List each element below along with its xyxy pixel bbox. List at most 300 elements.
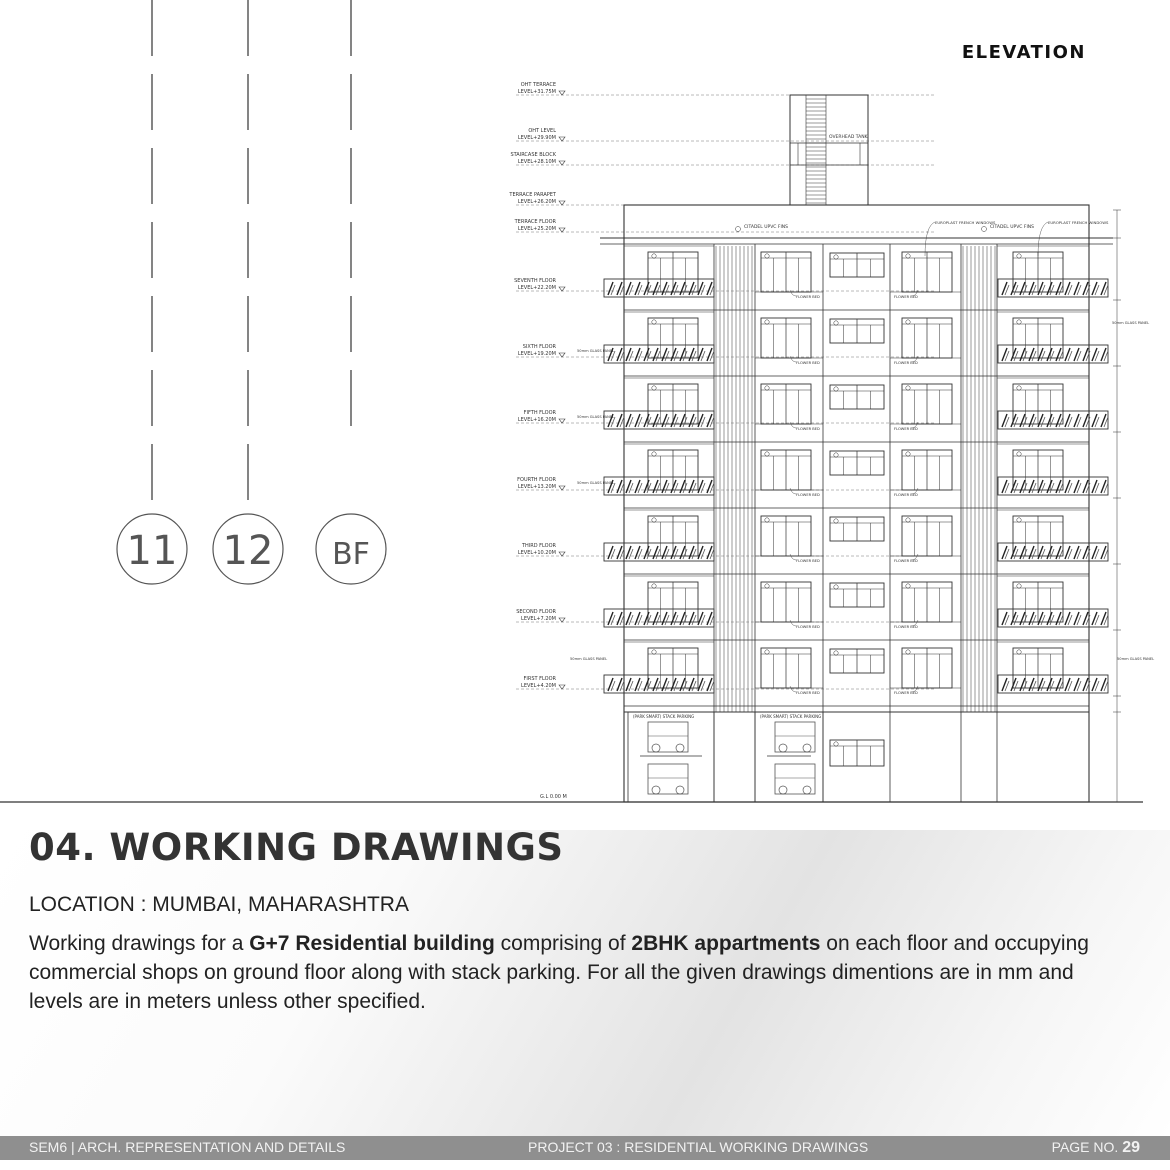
flower-bed-label: FLOWER BED [796, 625, 820, 629]
french-windows-leader [925, 222, 935, 256]
french-window [648, 450, 698, 490]
railing-hatch [1029, 612, 1034, 625]
ground-level-label: G.L 0.00 M [540, 794, 567, 800]
parking-car [775, 722, 815, 752]
french-window [830, 451, 884, 475]
grid-marker-label: 11 [126, 528, 178, 574]
parking-car-wheel [676, 744, 684, 752]
level-marker [510, 152, 935, 165]
parking-label: (PARK SMART) STACK PARKING [633, 714, 695, 719]
balcony-railing [998, 477, 1108, 495]
french-window [648, 648, 698, 688]
grid-markers [117, 514, 386, 584]
railing-hatch [1002, 612, 1007, 625]
railing-hatch [1083, 546, 1088, 559]
railing-hatch [689, 612, 694, 625]
railing-hatch [1038, 480, 1043, 493]
glass-panel-label: 50mm GLASS PANEL [1117, 657, 1155, 661]
railing-hatch [1047, 282, 1052, 295]
railing-hatch [1047, 546, 1052, 559]
railing-hatch [1101, 480, 1106, 493]
level-value: LEVEL+29.90M [517, 135, 556, 141]
railing-hatch [671, 546, 676, 559]
french-window [830, 740, 884, 766]
railing-hatch [1047, 414, 1052, 427]
level-arrow [559, 161, 565, 165]
window-tag [834, 453, 838, 457]
railing-hatch [671, 348, 676, 361]
railing-hatch [1029, 348, 1034, 361]
parking-car-wheel [803, 786, 811, 794]
railing-hatch [1002, 678, 1007, 691]
railing-hatch [1056, 678, 1061, 691]
window-tag [1017, 320, 1021, 324]
window-tag [834, 387, 838, 391]
railing-hatch [1020, 282, 1025, 295]
level-value: LEVEL+26.20M [517, 199, 556, 205]
railing-hatch [662, 282, 667, 295]
railing-hatch [1038, 678, 1043, 691]
railing-hatch [617, 414, 622, 427]
railing-hatch [1002, 282, 1007, 295]
french-window [761, 384, 811, 424]
french-window [830, 649, 884, 673]
railing-hatch [1011, 282, 1016, 295]
railing-hatch [617, 612, 622, 625]
railing-hatch [1038, 546, 1043, 559]
railing-hatch [626, 348, 631, 361]
window-tag [834, 585, 838, 589]
overhead-tank-label: OVERHEAD TANK [829, 135, 868, 140]
stack-parking-bay [755, 712, 823, 802]
window-tag [652, 254, 656, 258]
glass-panel-label: 50mm GLASS PANEL [577, 349, 615, 353]
level-value: LEVEL+22.20M [517, 285, 556, 291]
railing-hatch [1101, 282, 1106, 295]
railing-hatch [608, 612, 613, 625]
upvc-fins-label: CITADEL UPVC FINS [744, 225, 788, 230]
railing-hatch [1056, 348, 1061, 361]
balcony-railing [998, 543, 1108, 561]
level-value: LEVEL+19.20M [517, 351, 556, 357]
window-tag [834, 321, 838, 325]
railing-hatch [1083, 282, 1088, 295]
window-tag [1017, 518, 1021, 522]
french-window [1013, 384, 1063, 424]
french-windows-label: EUROPLAST FRENCH WINDOWS [935, 220, 996, 225]
window-tag [906, 452, 910, 456]
railing-hatch [1011, 480, 1016, 493]
level-arrow [559, 353, 565, 357]
level-arrow [559, 552, 565, 556]
railing-hatch [698, 612, 703, 625]
railing-hatch [707, 612, 712, 625]
page-heading: 04. WORKING DRAWINGS [29, 826, 564, 869]
level-arrow [559, 618, 565, 622]
balcony-railing [604, 345, 714, 363]
window-tag [834, 651, 838, 655]
railing-hatch [1065, 546, 1070, 559]
balcony-railing [998, 345, 1108, 363]
railing-hatch [626, 480, 631, 493]
railing-hatch [662, 480, 667, 493]
balcony-railing [604, 675, 714, 693]
french-window [830, 583, 884, 607]
railing-hatch [1083, 414, 1088, 427]
level-name: SIXTH FLOOR [522, 344, 556, 350]
railing-hatch [653, 282, 658, 295]
railing-hatch [698, 546, 703, 559]
dimension-chain [1113, 210, 1121, 802]
window-tag [1017, 584, 1021, 588]
level-name: THIRD FLOOR [521, 543, 556, 549]
level-arrow [559, 486, 565, 490]
railing-hatch [1092, 348, 1097, 361]
railing-hatch [698, 414, 703, 427]
parking-car-wheel [676, 786, 684, 794]
window-tag [1017, 650, 1021, 654]
balcony-railing [604, 543, 714, 561]
desc-part-3: on each floor and occupying commercial shops on ground floor along with stack parking. For all the given drawings dimentions are in mm and levels are in meters unless other specified. [29, 932, 1089, 1013]
balcony-railing [998, 675, 1108, 693]
railing-hatch [1092, 282, 1097, 295]
upvc-fins-label: CITADEL UPVC FINS [990, 225, 1034, 230]
railing-hatch [1092, 612, 1097, 625]
flower-bed-label: FLOWER BED [894, 361, 918, 365]
railing-hatch [608, 282, 613, 295]
window-tag [765, 650, 769, 654]
railing-hatch [626, 612, 631, 625]
railing-hatch [1002, 414, 1007, 427]
french-window [830, 517, 884, 541]
french-window [761, 252, 811, 292]
window-tag [765, 452, 769, 456]
french-window [761, 582, 811, 622]
flower-bed-label: FLOWER BED [796, 691, 820, 695]
railing-hatch [626, 546, 631, 559]
tower-ladder [806, 95, 826, 205]
railing-hatch [1020, 612, 1025, 625]
railing-hatch [617, 480, 622, 493]
french-window [761, 648, 811, 688]
level-value: LEVEL+13.20M [517, 484, 556, 490]
railing-hatch [617, 348, 622, 361]
window-tag [652, 650, 656, 654]
window-tag [765, 320, 769, 324]
french-window [1013, 450, 1063, 490]
parking-car-wheel [779, 744, 787, 752]
railing-hatch [635, 546, 640, 559]
railing-hatch [689, 480, 694, 493]
level-name: TERRACE PARAPET [509, 192, 556, 198]
railing-hatch [1002, 546, 1007, 559]
french-window [902, 648, 952, 688]
french-window [648, 318, 698, 358]
flower-bed-label: FLOWER BED [796, 559, 820, 563]
level-name: SEVENTH FLOOR [514, 278, 556, 284]
footer-page [1052, 1139, 1140, 1157]
description-text [29, 929, 1129, 1016]
window-tag [652, 452, 656, 456]
railing-hatch [1047, 678, 1052, 691]
balcony-railing [998, 609, 1108, 627]
window-tag [906, 518, 910, 522]
level-arrow [559, 287, 565, 291]
railing-hatch [1074, 546, 1079, 559]
balcony-railing [604, 411, 714, 429]
french-window [902, 516, 952, 556]
railing-hatch [707, 480, 712, 493]
staircase-tower [790, 95, 868, 205]
window-tag [1017, 452, 1021, 456]
railing-hatch [1011, 348, 1016, 361]
french-windows-label: EUROPLAST FRENCH WINDOWS [1048, 220, 1109, 225]
railing-hatch [689, 282, 694, 295]
level-arrow [559, 228, 565, 232]
flower-bed-label: FLOWER BED [796, 427, 820, 431]
parking-car-wheel [803, 744, 811, 752]
level-marker [516, 543, 935, 556]
railing-hatch [1074, 678, 1079, 691]
window-tag [765, 386, 769, 390]
stack-parking-bay [628, 712, 714, 802]
railing-hatch [1074, 612, 1079, 625]
french-window [830, 385, 884, 409]
glass-panel-label: 50mm GLASS PANEL [570, 657, 608, 661]
railing-hatch [1002, 348, 1007, 361]
railing-hatch [1038, 414, 1043, 427]
french-window [830, 253, 884, 277]
parking-car [648, 722, 688, 752]
french-window [1013, 648, 1063, 688]
parking-car-wheel [652, 744, 660, 752]
railing-hatch [635, 612, 640, 625]
railing-hatch [1065, 414, 1070, 427]
railing-hatch [1101, 414, 1106, 427]
railing-hatch [1029, 546, 1034, 559]
footer-page-number: 29 [1122, 1139, 1140, 1156]
french-window [1013, 582, 1063, 622]
railing-hatch [1020, 678, 1025, 691]
railing-hatch [635, 414, 640, 427]
railing-hatch [1011, 414, 1016, 427]
footer-bar [0, 1136, 1170, 1160]
railing-hatch [671, 414, 676, 427]
flower-bed-label: FLOWER BED [796, 493, 820, 497]
french-windows-leader [1038, 222, 1048, 256]
level-name: OHT LEVEL [528, 128, 556, 134]
window-tag [906, 650, 910, 654]
window-tag [834, 742, 838, 746]
railing-hatch [1065, 480, 1070, 493]
railing-hatch [1038, 612, 1043, 625]
window-tag [1017, 254, 1021, 258]
parking-label: (PARK SMART) STACK PARKING [760, 714, 822, 719]
railing-hatch [635, 480, 640, 493]
railing-hatch [635, 282, 640, 295]
railing-hatch [1011, 546, 1016, 559]
railing-hatch [1074, 480, 1079, 493]
level-arrow [559, 137, 565, 141]
grid-marker-label: BF [332, 537, 370, 572]
flower-bed-label: FLOWER BED [894, 427, 918, 431]
railing-hatch [680, 348, 685, 361]
railing-hatch [617, 546, 622, 559]
window-tag [906, 584, 910, 588]
railing-hatch [1056, 282, 1061, 295]
french-window [648, 582, 698, 622]
railing-hatch [662, 348, 667, 361]
window-tag [652, 386, 656, 390]
flower-bed-label: FLOWER BED [796, 361, 820, 365]
railing-hatch [1056, 414, 1061, 427]
level-value: LEVEL+16.20M [517, 417, 556, 423]
french-window [902, 252, 952, 292]
railing-hatch [662, 612, 667, 625]
grid-marker [316, 514, 386, 584]
grid-marker-label: 12 [222, 528, 274, 574]
level-value: LEVEL+4.20M [521, 683, 556, 689]
railing-hatch [1092, 678, 1097, 691]
railing-hatch [707, 546, 712, 559]
french-window [1013, 252, 1063, 292]
railing-hatch [671, 612, 676, 625]
level-marker [514, 278, 935, 291]
railing-hatch [1029, 414, 1034, 427]
railing-hatch [689, 546, 694, 559]
french-window [1013, 516, 1063, 556]
grid-marker [117, 514, 187, 584]
level-name: FOURTH FLOOR [517, 477, 556, 483]
level-marker [514, 219, 935, 232]
french-window [761, 450, 811, 490]
railing-hatch [626, 414, 631, 427]
railing-hatch [698, 348, 703, 361]
railing-hatch [1047, 612, 1052, 625]
level-name: SECOND FLOOR [516, 609, 556, 615]
glass-panel-label: 50mm GLASS PANEL [1112, 321, 1150, 325]
french-window [1013, 318, 1063, 358]
parking-car [648, 764, 688, 794]
upvc-fins-tag [736, 227, 741, 232]
railing-hatch [1083, 678, 1088, 691]
level-marker [516, 82, 935, 95]
level-arrow [559, 201, 565, 205]
railing-hatch [1092, 480, 1097, 493]
railing-hatch [1011, 612, 1016, 625]
railing-hatch [1065, 612, 1070, 625]
railing-hatch [1101, 678, 1106, 691]
railing-hatch [1056, 546, 1061, 559]
railing-hatch [680, 612, 685, 625]
railing-hatch [1083, 348, 1088, 361]
parking-car-wheel [652, 786, 660, 794]
window-tag [765, 254, 769, 258]
railing-hatch [635, 348, 640, 361]
french-window [761, 516, 811, 556]
window-tag [834, 255, 838, 259]
railing-hatch [1074, 414, 1079, 427]
railing-hatch [1011, 678, 1016, 691]
level-marker [516, 128, 935, 141]
level-value: LEVEL+7.20M [521, 616, 556, 622]
parking-bay-frame [755, 712, 823, 802]
balcony-railing [604, 477, 714, 495]
level-arrow [559, 685, 565, 689]
railing-hatch [680, 480, 685, 493]
railing-hatch [1029, 282, 1034, 295]
railing-hatch [1020, 546, 1025, 559]
railing-hatch [1065, 282, 1070, 295]
level-marker [516, 609, 935, 622]
railing-hatch [1047, 480, 1052, 493]
railing-hatch [1020, 414, 1025, 427]
building-elevation [600, 95, 1121, 802]
railing-hatch [698, 282, 703, 295]
railing-hatch [1002, 480, 1007, 493]
window-tag [834, 519, 838, 523]
railing-hatch [653, 480, 658, 493]
railing-hatch [680, 282, 685, 295]
french-window [902, 582, 952, 622]
location-text: LOCATION : MUMBAI, MAHARASHTRA [29, 893, 409, 916]
flower-bed-label: FLOWER BED [796, 295, 820, 299]
level-name: OHT TERRACE [520, 82, 556, 88]
level-name: FIRST FLOOR [523, 676, 556, 682]
railing-hatch [1074, 348, 1079, 361]
railing-hatch [653, 546, 658, 559]
railing-hatch [617, 282, 622, 295]
railing-hatch [689, 414, 694, 427]
parking-bay-frame [628, 712, 714, 802]
grid-axes [152, 0, 351, 513]
grid-marker [213, 514, 283, 584]
railing-hatch [1101, 348, 1106, 361]
railing-hatch [662, 546, 667, 559]
level-marker [516, 676, 935, 689]
french-window [902, 384, 952, 424]
railing-hatch [1056, 612, 1061, 625]
railing-hatch [671, 480, 676, 493]
railing-hatch [1056, 480, 1061, 493]
desc-bold-building: G+7 Residential building [249, 932, 495, 955]
window-tag [652, 320, 656, 324]
window-tag [1017, 386, 1021, 390]
french-window [830, 319, 884, 343]
level-name: TERRACE FLOOR [514, 219, 556, 225]
railing-hatch [662, 414, 667, 427]
railing-hatch [689, 348, 694, 361]
window-tag [906, 386, 910, 390]
flower-bed-label: FLOWER BED [894, 493, 918, 497]
window-tag [652, 584, 656, 588]
sheet-title: ELEVATION [961, 42, 1086, 63]
level-arrow [559, 91, 565, 95]
level-value: LEVEL+28.10M [517, 159, 556, 165]
railing-hatch [653, 414, 658, 427]
window-tag [906, 320, 910, 324]
railing-hatch [653, 348, 658, 361]
window-tag [765, 518, 769, 522]
railing-hatch [1083, 480, 1088, 493]
desc-part-1: Working drawings for a [29, 932, 250, 955]
railing-hatch [1029, 480, 1034, 493]
balcony-railing [604, 609, 714, 627]
railing-hatch [1083, 612, 1088, 625]
glass-panel-label: 50mm GLASS PANEL [577, 481, 615, 485]
desc-bold-apartments: 2BHK appartments [631, 932, 821, 955]
railing-hatch [1065, 678, 1070, 691]
